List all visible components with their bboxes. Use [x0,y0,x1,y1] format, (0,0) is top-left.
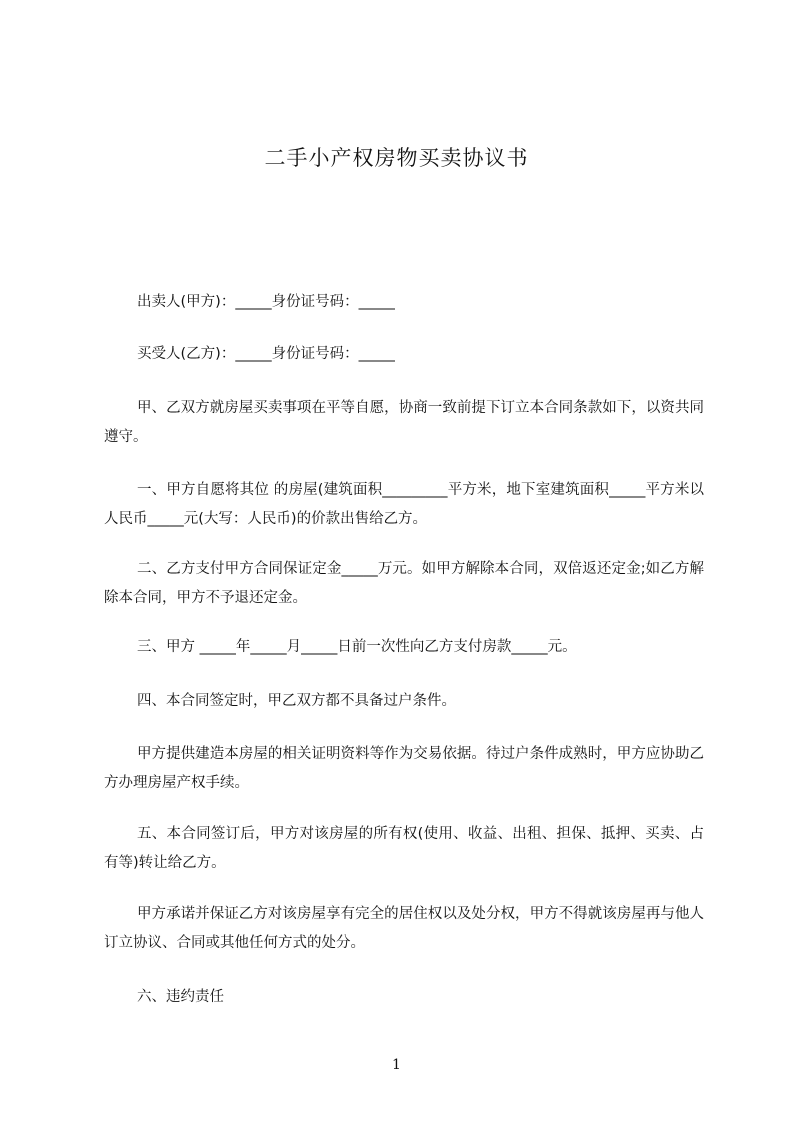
clause-6-heading: 六、违约责任 [137,989,224,1005]
clause-2-paragraph: 二、乙方支付甲方合同保证定金_____万元。如甲方解除本合同，双倍返还定金;如乙方解除本合同，甲方不予退还定金。 [104,561,704,606]
clause-5-paragraph: 五、本合同签订后，甲方对该房屋的所有权(使用、收益、出租、担保、抵押、买卖、占有等)转让给乙方。 [104,826,704,871]
clause-4-detail-paragraph: 甲方提供建造本房屋的相关证明资料等作为交易依据。待过户条件成熟时，甲方应协助乙方办理房屋产权手续。 [104,746,704,791]
clause-5-detail-paragraph: 甲方承诺并保证乙方对该房屋享有完全的居住权以及处分权，甲方不得就该房屋再与他人订立协议、合同或其他任何方式的处分。 [104,906,704,951]
clause-3-paragraph: 三、甲方 _____年_____月_____日前一次性向乙方支付房款_____元。 [137,639,577,655]
clause-4-paragraph: 四、本合同签定时，甲乙双方都不具备过户条件。 [137,693,456,709]
seller-line: 出卖人(甲方)：_____身份证号码：_____ [137,294,395,310]
preamble-paragraph: 甲、乙双方就房屋买卖事项在平等自愿，协商一致前提下订立本合同条款如下，以资共同遵守。 [104,400,704,445]
document-title: 二手小产权房物买卖协议书 [264,146,529,170]
clause-1-paragraph: 一、甲方自愿将其位 的房屋(建筑面积_________平方米，地下室建筑面积_____平方米以人民币_____元(大写：人民币)的价款出售给乙方。 [104,482,704,527]
page-number: 1 [392,1057,401,1073]
buyer-line: 买受人(乙方)：_____身份证号码：_____ [137,346,395,362]
